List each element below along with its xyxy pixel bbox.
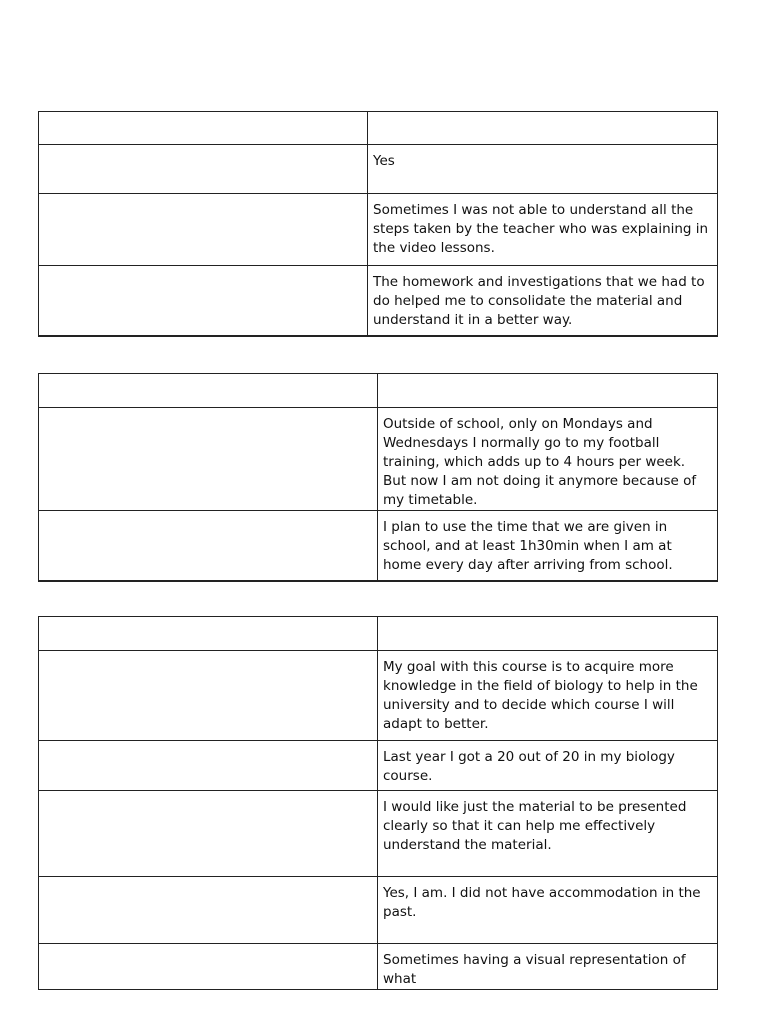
question-cell	[39, 741, 378, 791]
answer-cell	[368, 112, 718, 145]
table-row	[39, 266, 718, 336]
question-cell	[39, 651, 378, 741]
table-2	[38, 373, 718, 582]
answer-cell	[378, 374, 718, 408]
answer-cell: Sometimes having a visual representation of what	[378, 944, 718, 990]
table-row	[39, 877, 718, 944]
question-cell	[39, 617, 378, 651]
question-cell	[39, 877, 378, 944]
table-row	[39, 944, 718, 990]
table-row	[39, 112, 718, 145]
answer-cell: My goal with this course is to acquire more knowledge in the field of biology to help in the university and to decide which course I will adapt to better.	[378, 651, 718, 741]
table-row	[39, 374, 718, 408]
question-cell	[39, 511, 378, 581]
answer-cell: Last year I got a 20 out of 20 in my biology course.	[378, 741, 718, 791]
answer-cell: Outside of school, only on Mondays and Wednesdays I normally go to my football training, which adds up to 4 hours per week. But now I am not doing it anymore because of my timetable.	[378, 408, 718, 511]
answer-cell: I would like just the material to be presented clearly so that it can help me effectively understand the material.	[378, 791, 718, 877]
question-cell	[39, 944, 378, 990]
question-cell	[39, 112, 368, 145]
table-row	[39, 651, 718, 741]
answer-cell: Yes, I am. I did not have accommodation in the past.	[378, 877, 718, 944]
table-row	[39, 741, 718, 791]
question-cell	[39, 145, 368, 194]
table-row	[39, 617, 718, 651]
table-row	[39, 511, 718, 581]
question-cell	[39, 266, 368, 336]
table-row	[39, 408, 718, 511]
question-cell	[39, 791, 378, 877]
answer-cell: I plan to use the time that we are given in school, and at least 1h30min when I am at home every day after arriving from school.	[378, 511, 718, 581]
answer-cell	[378, 617, 718, 651]
answer-cell: Sometimes I was not able to understand all the steps taken by the teacher who was explaining in the video lessons.	[368, 194, 718, 266]
question-cell	[39, 194, 368, 266]
answer-cell: Yes	[368, 145, 718, 194]
answer-cell: The homework and investigations that we had to do helped me to consolidate the material and understand it in a better way.	[368, 266, 718, 336]
table-row	[39, 791, 718, 877]
table-3	[38, 616, 718, 990]
table-1	[38, 111, 718, 337]
table-row	[39, 194, 718, 266]
question-cell	[39, 408, 378, 511]
table-row	[39, 145, 718, 194]
question-cell	[39, 374, 378, 408]
